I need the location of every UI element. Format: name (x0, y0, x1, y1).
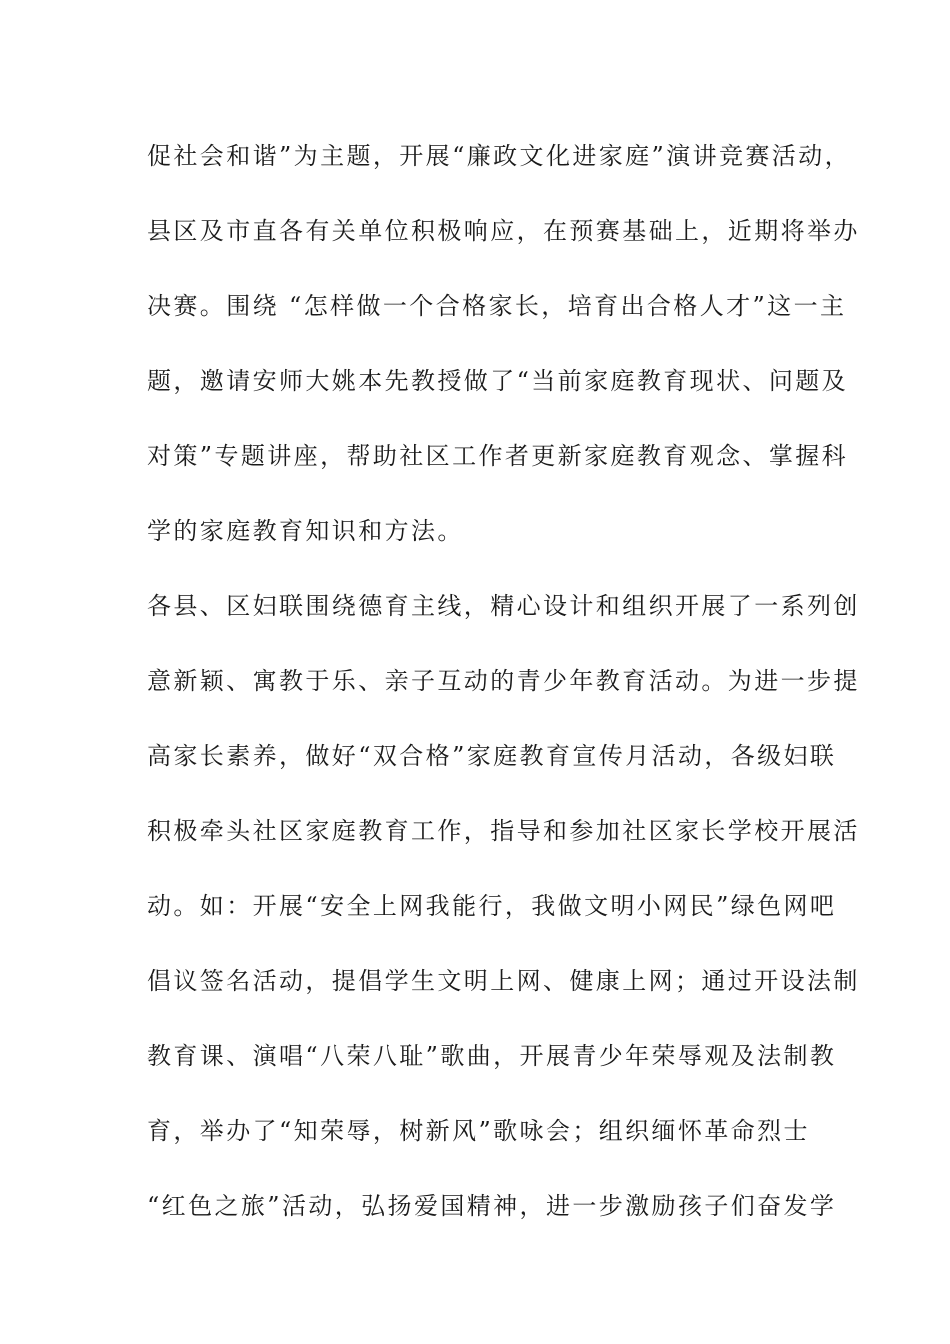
text-line: 县区及市直各有关单位积极响应，在预赛基础上，近期将举办 (147, 217, 860, 245)
text-line: “红色之旅”活动，弘扬爱国精神，进一步激励孩子们奋发学 (147, 1192, 837, 1220)
text-line: 倡议签名活动，提倡学生文明上网、健康上网；通过开设法制 (147, 967, 860, 995)
text-line: 题，邀请安师大姚本先教授做了“当前家庭教育现状、问题及 (147, 367, 849, 395)
text-line: 促社会和谐”为主题，开展“廉政文化进家庭”演讲竞赛活动， (147, 142, 852, 170)
text-line: 意新颖、寓教于乐、亲子互动的青少年教育活动。为进一步提 (147, 667, 860, 695)
text-line: 决赛。围绕 “怎样做一个合格家长，培育出合格人才”这一主 (147, 292, 847, 320)
text-line: 教育课、演唱“八荣八耻”歌曲，开展青少年荣辱观及法制教 (147, 1042, 837, 1070)
text-line: 积极牵头社区家庭教育工作，指导和参加社区家长学校开展活 (147, 817, 860, 845)
body-text (147, 133, 860, 1258)
text-line: 高家长素养，做好“双合格”家庭教育宣传月活动，各级妇联 (147, 742, 837, 770)
text-line: 育，举办了“知荣辱，树新风”歌咏会；组织缅怀革命烈士 (147, 1117, 810, 1145)
text-line: 各县、区妇联围绕德育主线，精心设计和组织开展了一系列创 (147, 592, 860, 620)
text-line: 动。如：开展“安全上网我能行，我做文明小网民”绿色网吧 (147, 892, 837, 920)
text-line: 对策”专题讲座，帮助社区工作者更新家庭教育观念、掌握科 (147, 442, 849, 470)
text-line: 学的家庭教育知识和方法。 (147, 517, 464, 545)
